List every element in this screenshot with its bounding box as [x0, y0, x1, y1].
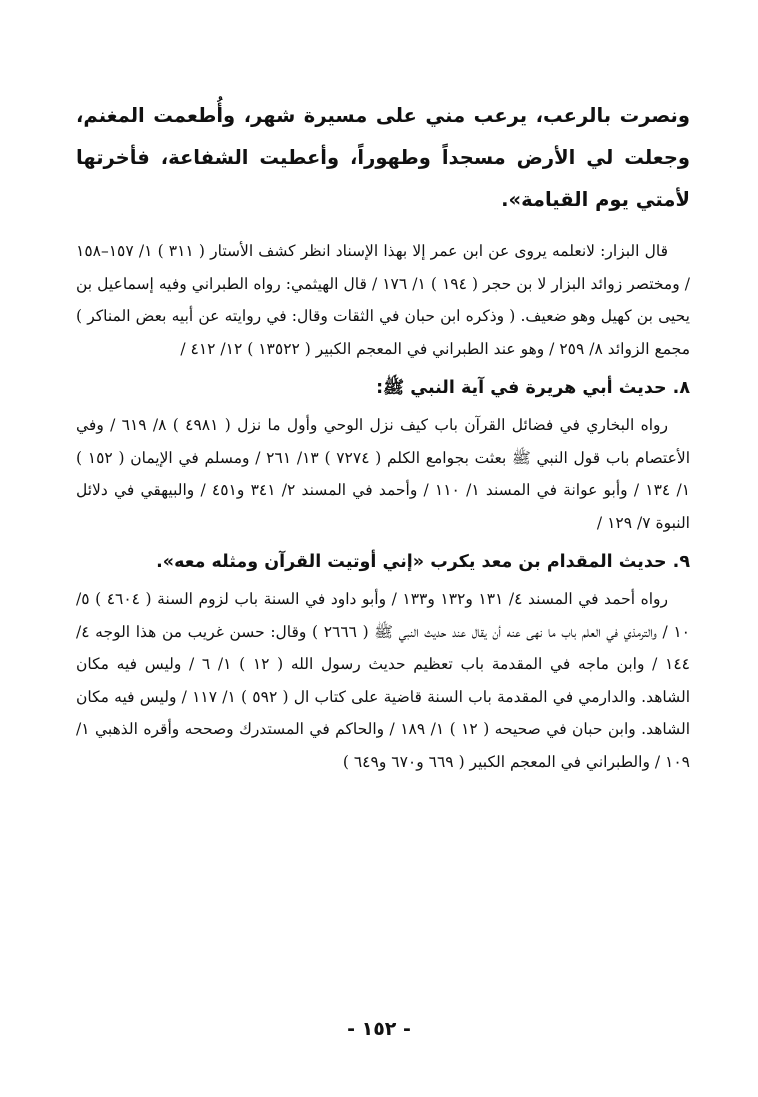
section-8-references: رواه البخاري في فضائل القرآن باب كيف نزل الوحي وأول ما نزل ( ٤٩٨١ ) ٨/ ٦١٩ / وفي الأعتصام باب قول النبي ﷺ بعثت بجوامع الكلم ( ٧٢٧٤ ) ١٣/ ٢٦١ / ومسلم في الإيمان ( ١٥٢ ) ١/ ١٣٤ / وأبو عوانة في المسند ١/ ١١٠ / وأحمد في المسند ٢/ ٣٤١ و٤٥١ / والبيهقي في دلائل النبوة ٧/ ١٢٩ /	[76, 416, 691, 532]
section-9-references: رواه أحمد في المسند ٤/ ١٣١ و١٣٢ و١٣٣ / وأبو داود في السنة باب لزوم السنة ( ٤٦٠٤ ) ٥/ ١٠ / والترمذي في العلم باب ما نهى عنه أن يقال عند حديث النبي ﷺ ( ٢٦٦٦ ) وقال: حسن غريب من هذا الوجه ٤/ ١٤٤ / وابن ماجه في المقدمة باب تعظيم حديث رسول الله ( ١٢ ) ١/ ٦ / وليس فيه مكان الشاهد. والدارمي في المقدمة باب السنة قاضية على كتاب ال ( ٥٩٢ ) ١/ ١١٧ / وليس فيه مكان الشاهد. وابن حبان في صحيحه ( ١٢ ) ١/ ١٨٩ / والحاكم في المستدرك وصححه وأقره الذهبي ١/ ١٠٩ / والطبراني في المعجم الكبير ( ٦٦٩ و٦٧٠ و٦٤٩ )	[76, 590, 690, 771]
hadith-text-continuation: ونصرت بالرعب، يرعب مني على مسيرة شهر، وأُطعمت المغنم، وجعلت لي الأرض مسجداً وطهوراً، وأعطيت الشفاعة، فأخرتها لأمتي يوم القيامة».	[76, 104, 690, 211]
section-9-heading: ٩. حديث المقدام بن معد يكرب «إني أوتيت القرآن ومثله معه».	[156, 552, 690, 572]
section-8-heading: ٨. حديث أبي هريرة في آية النبي ﷺ:	[376, 378, 690, 398]
page-number: - ١٥٢ -	[347, 1018, 411, 1040]
bazzar-commentary: قال البزار: لانعلمه يروى عن ابن عمر إلا بهذا الإسناد انظر كشف الأستار ( ٣١١ ) ١/ ١٥٧–١٥٨ / ومختصر زوائد البزار لا بن حجر ( ١٩٤ ) ١/ ١٧٦ / قال الهيثمي: رواه الطبراني وفيه إسماعيل بن يحيى بن كهيل وهو ضعيف. ( وذكره ابن حبان في الثقات وقال: في روايته عن أبيه بعض المناكر ) مجمع الزوائد ٨/ ٢٥٩ / وهو عند الطبراني في المعجم الكبير ( ١٣٥٢٢ ) ١٢/ ٤١٢ /	[76, 242, 690, 358]
